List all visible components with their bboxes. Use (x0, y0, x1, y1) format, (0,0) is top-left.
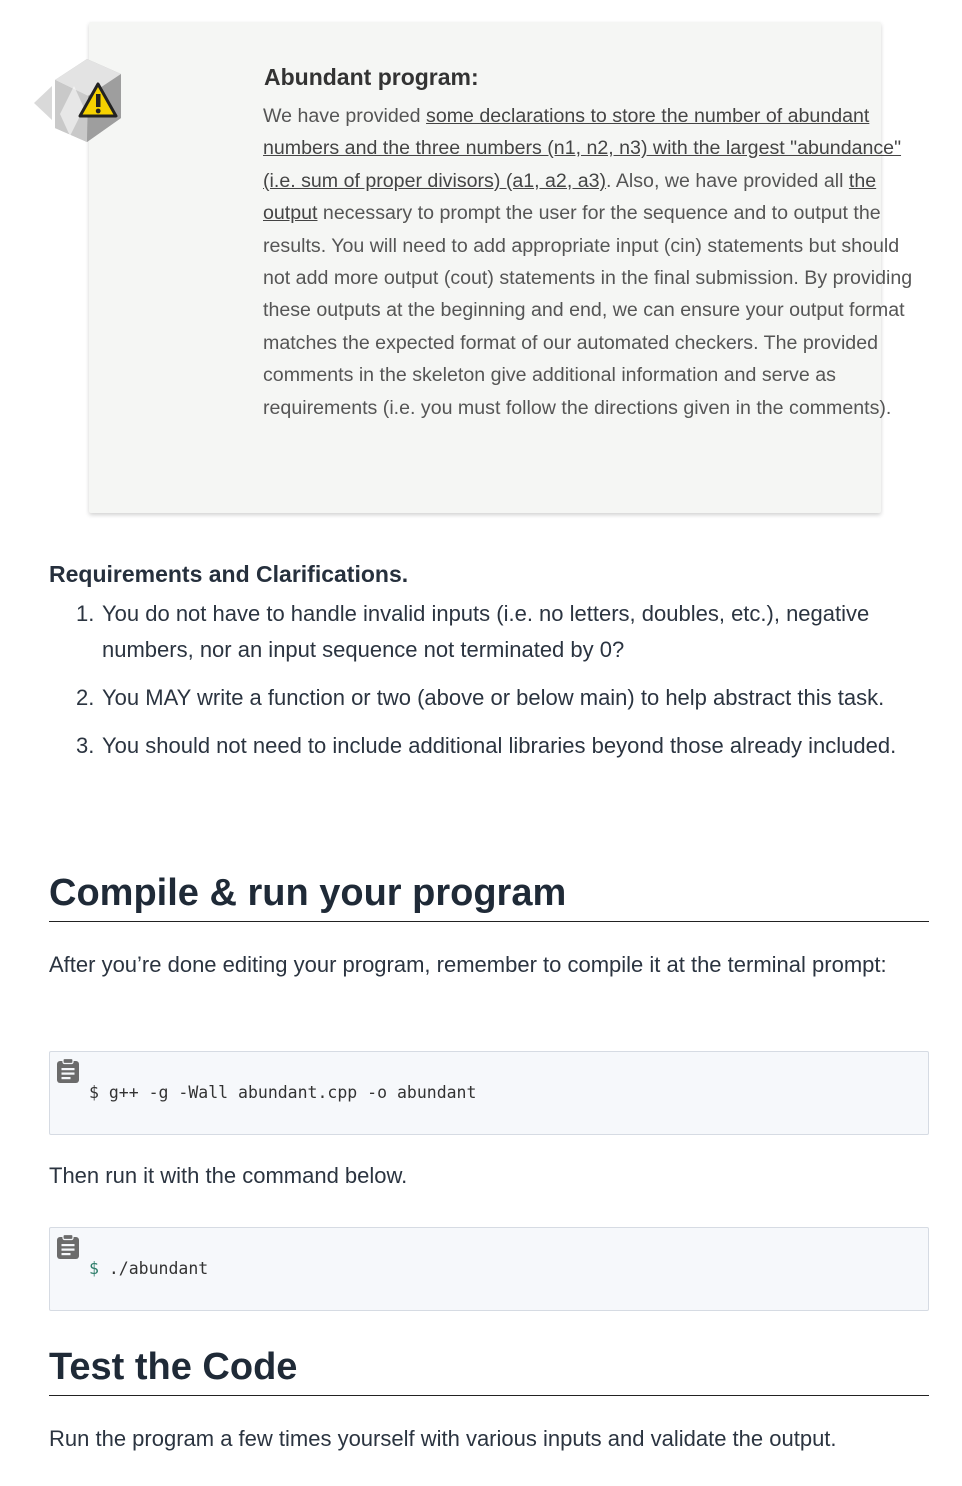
declarations-link[interactable]: some declarations to store the number of abundant numbers and the three numbers (n1, n2, n3) with the largest "abundance" (i.e. sum of proper divisors) (a1, a2, a3) (263, 105, 902, 192)
callout-title: Abundant program: (264, 64, 479, 90)
run-command-text: ./abundant (98, 1259, 209, 1278)
run-code-block (49, 1227, 929, 1311)
compile-code-block (49, 1051, 929, 1135)
run-text: Then run it with the command below. (49, 1163, 408, 1188)
requirements-title: Requirements and Clarifications. (49, 561, 409, 587)
requirements-list (49, 596, 934, 776)
list-item (49, 680, 934, 716)
list-number: 3. (76, 733, 95, 758)
test-text: Run the program a few times yourself with various inputs and validate the output. (49, 1426, 837, 1451)
command-text: g++ -g -Wall abundant.cpp -o abundant (98, 1083, 477, 1102)
compile-intro: After you’re done editing your program, remember to compile it at the terminal prompt: (49, 952, 887, 977)
list-text: You do not have to handle invalid inputs (i.e. no letters, doubles, etc.), negative numbers, nor an input sequence not terminated by 0? (102, 601, 870, 662)
list-item (49, 596, 934, 668)
list-item (49, 728, 934, 764)
list-text: You MAY write a function or two (above or below main) to help abstract this task. (102, 685, 885, 710)
callout-text-middle: . Also, we have provided all (606, 169, 849, 192)
clipboard-icon[interactable] (56, 1058, 80, 1084)
callout-body (263, 100, 927, 424)
compile-command (89, 1083, 476, 1102)
output-link[interactable]: the output (263, 169, 877, 225)
warning-callout (89, 22, 913, 513)
run-command (89, 1259, 208, 1278)
list-number: 2. (76, 685, 95, 710)
callout-text-end: necessary to prompt the user for the sequence and to output the results. You will need to add appropriate input (cin) statements but should not add more output (cout) statements in the final submission. By providing these outputs at the beginning and end, we can ensure your output format matches the expected format of our automated checkers. The provided comments in the skeleton give additional information and serve as requirements (i.e. you must follow the directions given in the comments). (263, 202, 913, 419)
test-heading: Test the Code (49, 1346, 929, 1396)
compile-heading: Compile & run your program (49, 872, 929, 922)
clipboard-icon[interactable] (56, 1234, 80, 1260)
warning-icon (30, 56, 126, 146)
list-text: You should not need to include additional libraries beyond those already included. (102, 733, 897, 758)
run-prompt: $ (89, 1259, 99, 1278)
command-prompt: $ (89, 1083, 99, 1102)
list-number: 1. (76, 601, 95, 626)
callout-text-start: We have provided (263, 105, 427, 127)
